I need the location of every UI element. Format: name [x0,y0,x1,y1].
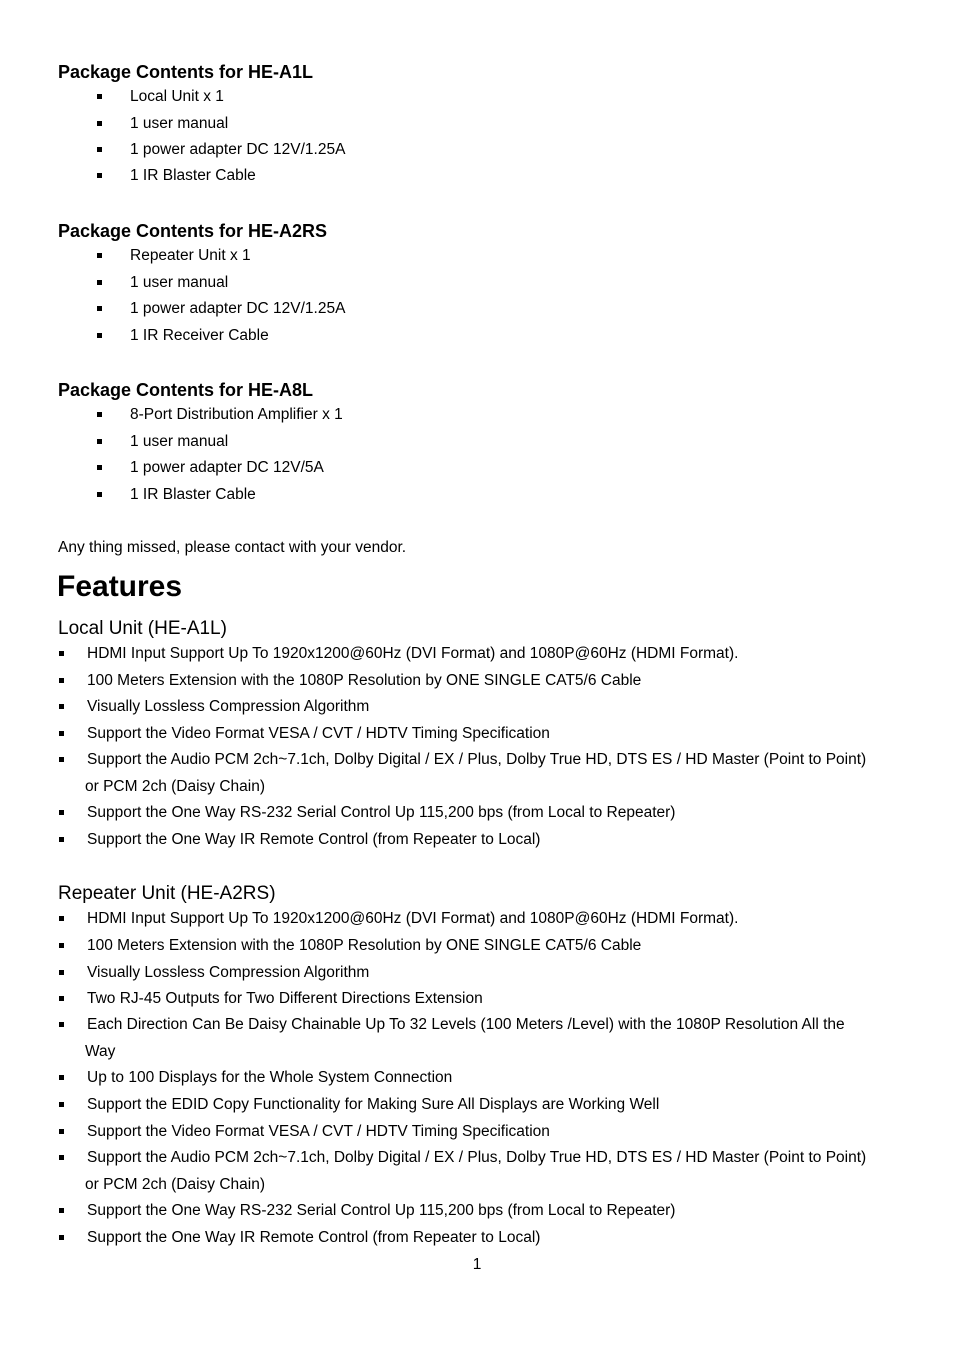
feature-text-continued: or PCM 2ch (Daisy Chain) [85,778,266,795]
feature-text: Two RJ-45 Outputs for Two Different Directions Extension [87,990,483,1007]
square-bullet-icon [59,731,64,736]
vendor-note: Any thing missed, please contact with your vendor. [58,539,407,556]
features-heading: Features [57,570,183,603]
square-bullet-icon [59,1208,64,1213]
square-bullet-icon [97,306,102,311]
square-bullet-icon [59,1235,64,1240]
package-item-text: Local Unit x 1 [130,88,224,105]
feature-text: Support the One Way RS-232 Serial Control Up 115,200 bps (from Local to Repeater) [87,804,676,821]
square-bullet-icon [97,412,102,417]
feature-text: Visually Lossless Compression Algorithm [87,698,370,715]
package-title-he-a2rs: Package Contents for HE-A2RS [58,221,328,241]
feature-text: Visually Lossless Compression Algorithm [87,964,370,981]
package-item-text: Repeater Unit x 1 [130,247,251,264]
package-item-text: 1 IR Blaster Cable [130,167,256,184]
feature-text: Support the Video Format VESA / CVT / HDTV Timing Specification [87,725,550,742]
square-bullet-icon [97,465,102,470]
square-bullet-icon [97,94,102,99]
square-bullet-icon [97,280,102,285]
package-item-text: 1 user manual [130,274,229,291]
feature-text: Up to 100 Displays for the Whole System Connection [87,1069,453,1086]
package-item-text: 1 user manual [130,433,229,450]
square-bullet-icon [59,996,64,1001]
square-bullet-icon [59,943,64,948]
square-bullet-icon [59,837,64,842]
square-bullet-icon [59,757,64,762]
package-item-text: 1 IR Receiver Cable [130,327,269,344]
square-bullet-icon [59,678,64,683]
square-bullet-icon [97,147,102,152]
square-bullet-icon [59,704,64,709]
page-number: 1 [472,1256,482,1273]
square-bullet-icon [59,1022,64,1027]
square-bullet-icon [59,1129,64,1134]
square-bullet-icon [97,492,102,497]
package-item-text: 1 IR Blaster Cable [130,486,256,503]
square-bullet-icon [97,173,102,178]
square-bullet-icon [59,810,64,815]
feature-text: Support the Video Format VESA / CVT / HDTV Timing Specification [87,1123,550,1140]
square-bullet-icon [59,1155,64,1160]
feature-text: HDMI Input Support Up To 1920x1200@60Hz (DVI Format) and 1080P@60Hz (HDMI Format). [87,910,739,927]
package-item-text: 1 power adapter DC 12V/1.25A [130,141,346,158]
square-bullet-icon [59,916,64,921]
square-bullet-icon [59,1102,64,1107]
section-title-local-unit: Local Unit (HE-A1L) [58,618,227,639]
package-item-text: 1 power adapter DC 12V/5A [130,459,324,476]
package-item-text: 1 user manual [130,115,229,132]
square-bullet-icon [59,970,64,975]
feature-text: 100 Meters Extension with the 1080P Resolution by ONE SINGLE CAT5/6 Cable [87,937,642,954]
feature-text: Support the One Way RS-232 Serial Control Up 115,200 bps (from Local to Repeater) [87,1202,676,1219]
package-item-text: 1 power adapter DC 12V/1.25A [130,300,346,317]
feature-text-continued: Way [85,1043,116,1060]
feature-text: Support the EDID Copy Functionality for Making Sure All Displays are Working Well [87,1096,660,1113]
square-bullet-icon [97,121,102,126]
feature-text: Support the Audio PCM 2ch~7.1ch, Dolby Digital / EX / Plus, Dolby True HD, DTS ES / HD Master (Point to Point) [87,1149,867,1166]
square-bullet-icon [97,333,102,338]
feature-text: HDMI Input Support Up To 1920x1200@60Hz (DVI Format) and 1080P@60Hz (HDMI Format). [87,645,739,662]
feature-text: Support the Audio PCM 2ch~7.1ch, Dolby Digital / EX / Plus, Dolby True HD, DTS ES / HD Master (Point to Point) [87,751,867,768]
section-title-repeater-unit: Repeater Unit (HE-A2RS) [58,883,276,904]
package-title-he-a8l: Package Contents for HE-A8L [58,380,314,400]
package-title-he-a1l: Package Contents for HE-A1L [58,62,314,82]
square-bullet-icon [59,651,64,656]
feature-text-continued: or PCM 2ch (Daisy Chain) [85,1176,266,1193]
package-item-text: 8-Port Distribution Amplifier x 1 [130,406,343,423]
square-bullet-icon [97,439,102,444]
square-bullet-icon [59,1075,64,1080]
feature-text: Each Direction Can Be Daisy Chainable Up To 32 Levels (100 Meters /Level) with the 1080P Resolution All the [87,1016,845,1033]
feature-text: Support the One Way IR Remote Control (from Repeater to Local) [87,1229,541,1246]
feature-text: Support the One Way IR Remote Control (from Repeater to Local) [87,831,541,848]
square-bullet-icon [97,253,102,258]
feature-text: 100 Meters Extension with the 1080P Resolution by ONE SINGLE CAT5/6 Cable [87,672,642,689]
